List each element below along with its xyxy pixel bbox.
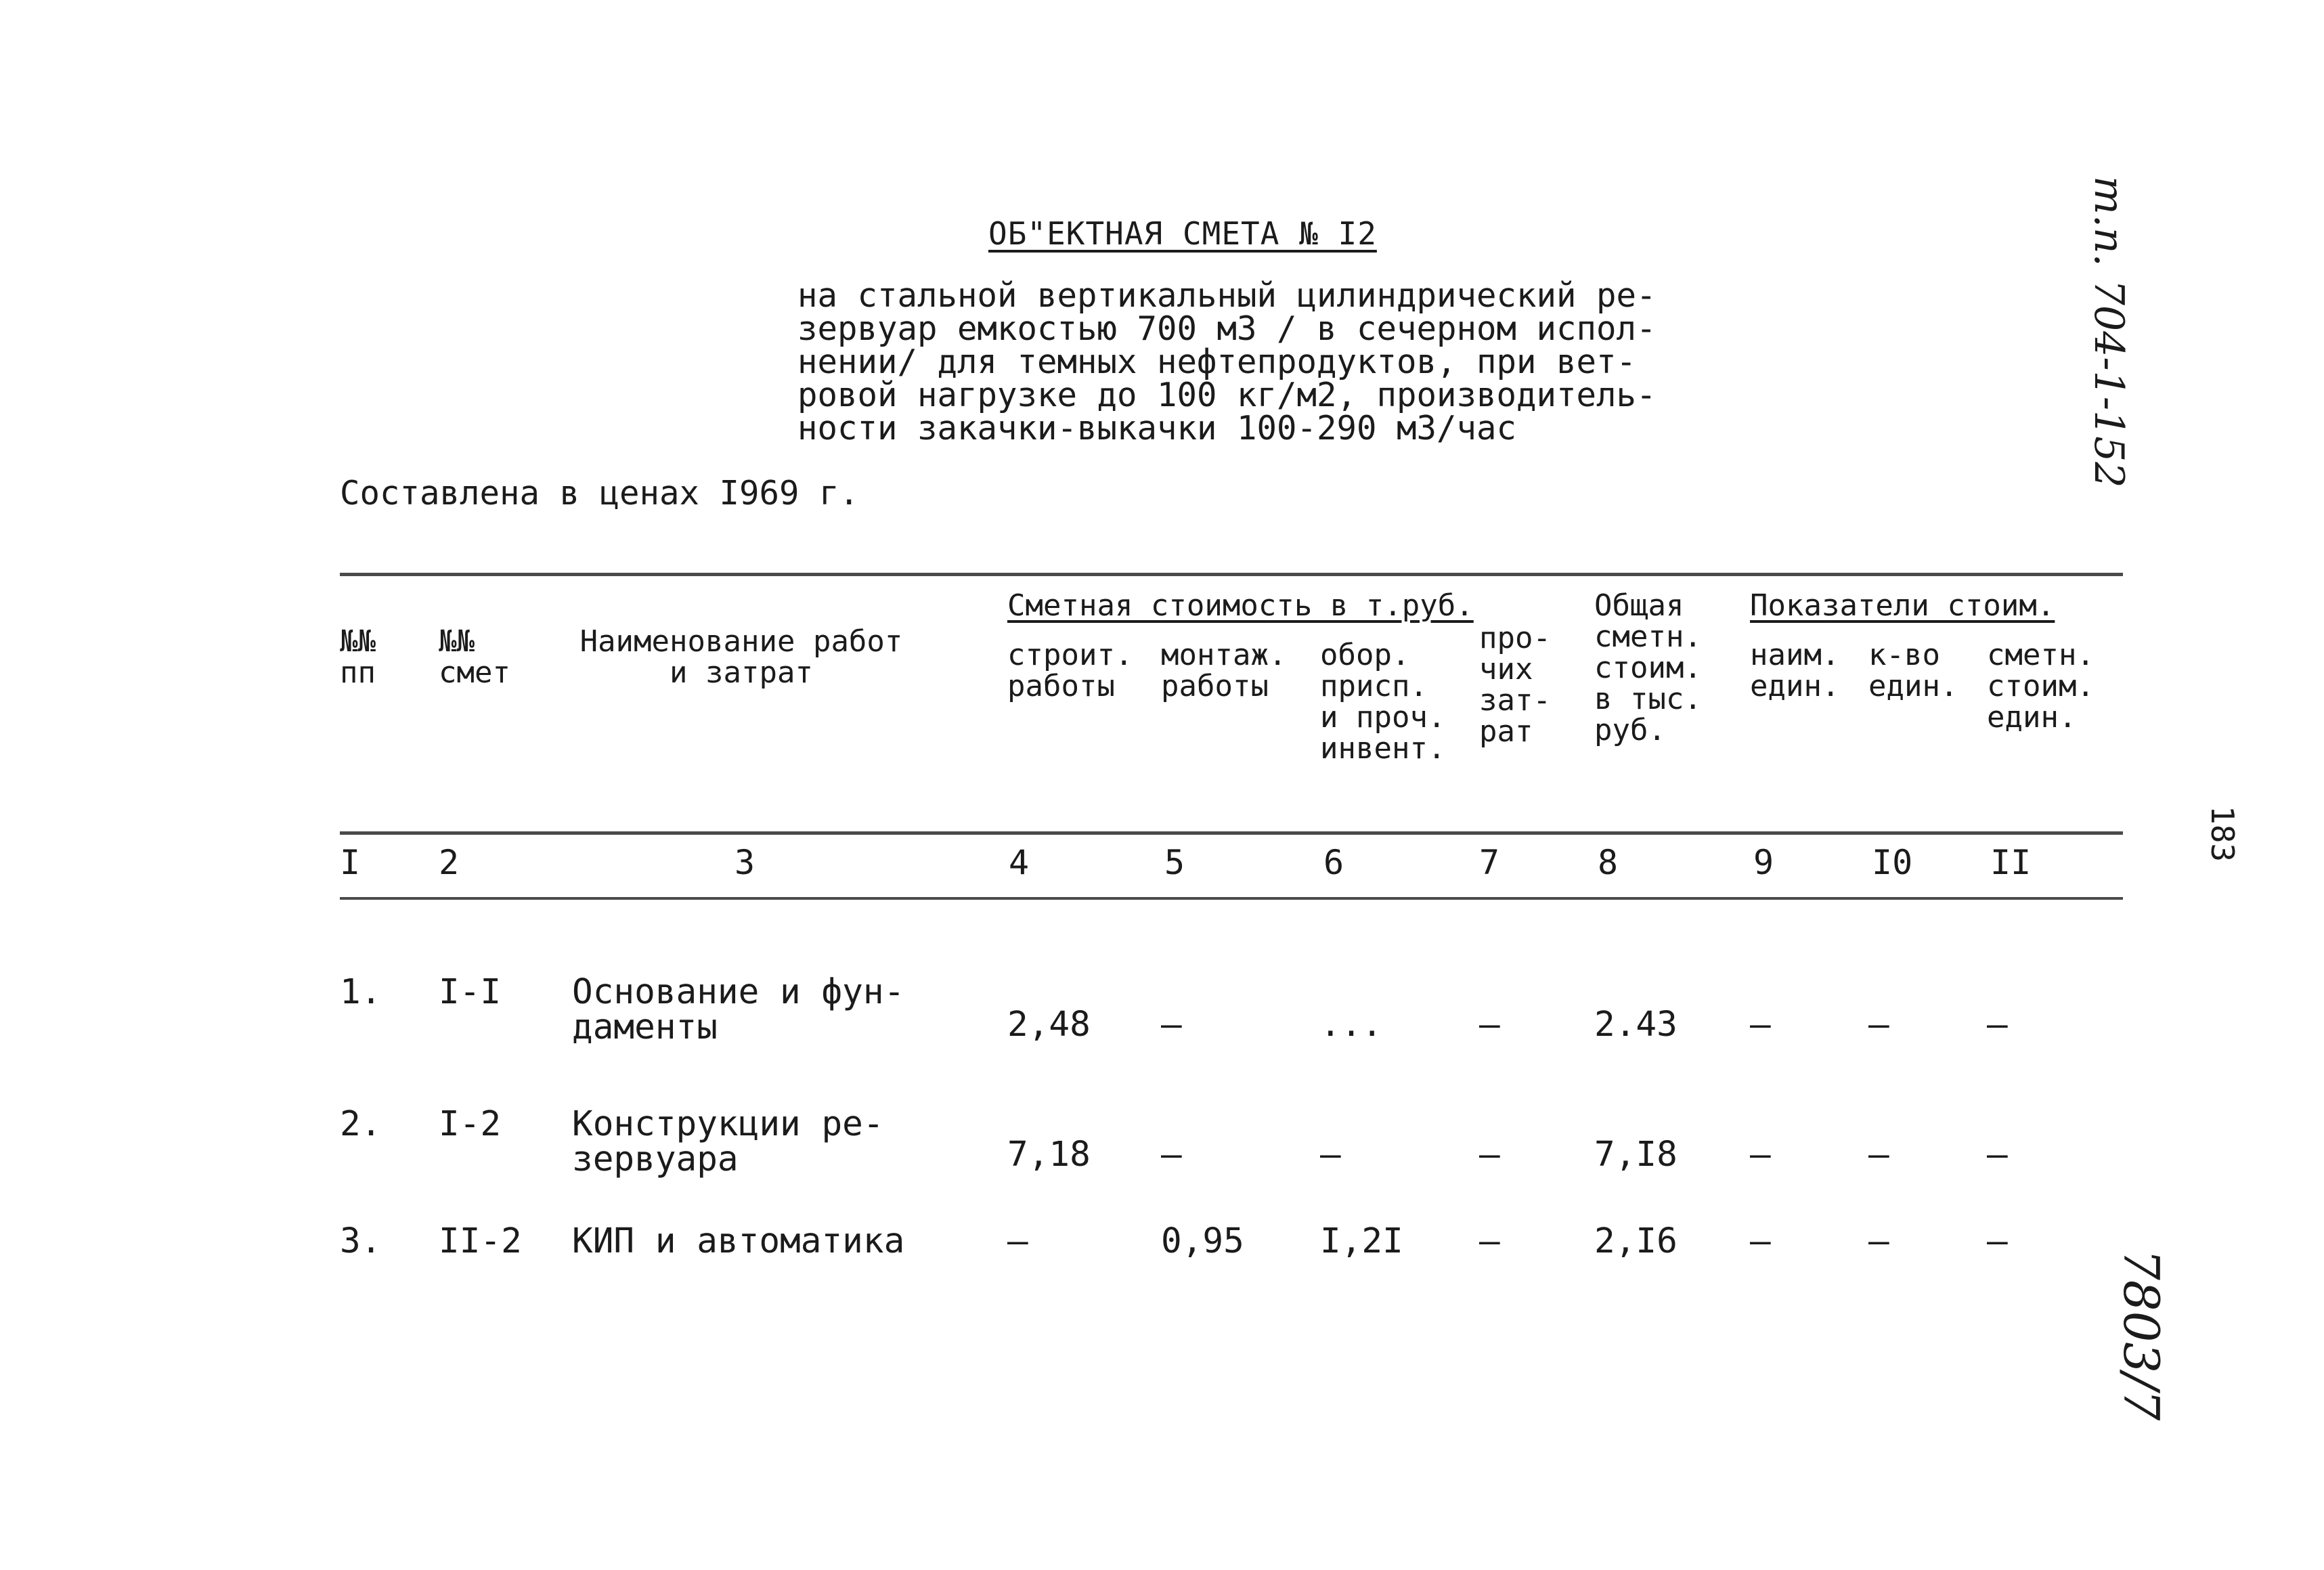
row-unit-cost: – xyxy=(1987,1221,2008,1261)
row-unit-name: – xyxy=(1750,1005,1771,1045)
header-col-unit-qty: к-во един. xyxy=(1868,638,1958,703)
header-group-cost: Сметная стоимость в т.руб. xyxy=(1007,588,1474,623)
document-title: ОБ"ЕКТНАЯ СМЕТА № I2 xyxy=(988,215,1377,252)
column-number: II xyxy=(1990,843,2032,882)
header-col-equipment: обор. присп. и проч. инвент. xyxy=(1320,638,1446,766)
row-name: Основание и фун- даменты xyxy=(572,972,905,1047)
header-col-construction: строит. работы xyxy=(1007,638,1133,703)
column-number: 2 xyxy=(439,843,460,882)
header-col-installation: монтаж. работы xyxy=(1161,638,1287,703)
row-other: – xyxy=(1479,1221,1500,1261)
subtitle-line: нении/ для темных нефтепродуктов, при вет- xyxy=(797,343,1637,381)
row-unit-cost: – xyxy=(1987,1005,2008,1045)
margin-project-code: т.п. 704-1-152 xyxy=(2085,176,2132,488)
column-number: 9 xyxy=(1753,843,1774,882)
margin-archive-number: 7803/7 xyxy=(2113,1249,2170,1421)
row-other: – xyxy=(1479,1135,1500,1175)
subtitle-line: зервуар емкостью 700 м3 / в сечерном испол- xyxy=(797,309,1657,348)
header-col-other: про- чих зат- рат xyxy=(1479,621,1551,749)
row-number: 2. xyxy=(340,1104,382,1144)
table-top-rule xyxy=(340,573,2123,576)
header-col-unit-cost: сметн. стоим. един. xyxy=(1987,638,2095,735)
row-unit-name: – xyxy=(1750,1135,1771,1175)
header-bottom-rule xyxy=(340,831,2123,835)
row-equipment: I,2I xyxy=(1320,1221,1403,1261)
row-estimate-no: I-I xyxy=(439,972,502,1012)
column-number: 3 xyxy=(735,843,755,882)
row-construction: 7,18 xyxy=(1007,1135,1091,1175)
header-col-no: №№ пп xyxy=(340,624,376,690)
column-number: 4 xyxy=(1009,843,1030,882)
row-unit-qty: – xyxy=(1868,1135,1889,1175)
row-installation: 0,95 xyxy=(1161,1221,1244,1261)
row-unit-cost: – xyxy=(1987,1135,2008,1175)
row-unit-name: – xyxy=(1750,1221,1771,1261)
column-number: 6 xyxy=(1323,843,1344,882)
row-total: 7,I8 xyxy=(1594,1135,1678,1175)
header-col-estimate-no: №№ смет xyxy=(439,624,510,690)
header-col-name: Наименование работ и затрат xyxy=(579,624,903,690)
subtitle-line: ности закачки-выкачки 100-290 м3/час xyxy=(797,409,1517,448)
row-name: Конструкции ре- зервуара xyxy=(572,1104,884,1179)
subtitle-line: ровой нагрузке до 100 кг/м2, производитель- xyxy=(797,376,1657,414)
row-other: – xyxy=(1479,1005,1500,1045)
column-number: I xyxy=(340,843,361,882)
column-number: I0 xyxy=(1872,843,1913,882)
row-unit-qty: – xyxy=(1868,1221,1889,1261)
row-construction: 2,48 xyxy=(1007,1005,1091,1045)
header-col-unit-name: наим. един. xyxy=(1750,638,1840,703)
row-number: 1. xyxy=(340,972,382,1012)
numbers-bottom-rule xyxy=(340,897,2123,900)
row-equipment: – xyxy=(1320,1135,1341,1175)
prices-note: Составлена в ценах I969 г. xyxy=(340,474,860,513)
header-col-total: Общая сметн. стоим. в тыс. руб. xyxy=(1594,588,1702,747)
row-installation: – xyxy=(1161,1005,1182,1045)
page-number: 183 xyxy=(2204,806,2241,863)
row-installation: – xyxy=(1161,1135,1182,1175)
row-number: 3. xyxy=(340,1221,382,1261)
column-number: 8 xyxy=(1598,843,1619,882)
document-subtitle xyxy=(797,276,1657,448)
subtitle-line: на стальной вертикальный цилиндрический ре- xyxy=(797,276,1657,315)
header-group-indicators: Показатели стоим. xyxy=(1750,588,2055,623)
column-number: 7 xyxy=(1479,843,1500,882)
row-total: 2.43 xyxy=(1594,1005,1678,1045)
row-equipment: ... xyxy=(1320,1005,1383,1045)
row-estimate-no: II-2 xyxy=(439,1221,522,1261)
row-estimate-no: I-2 xyxy=(439,1104,502,1144)
row-total: 2,I6 xyxy=(1594,1221,1678,1261)
row-construction: – xyxy=(1007,1221,1028,1261)
column-number: 5 xyxy=(1164,843,1185,882)
row-unit-qty: – xyxy=(1868,1005,1889,1045)
row-name: КИП и автоматика xyxy=(572,1221,905,1261)
